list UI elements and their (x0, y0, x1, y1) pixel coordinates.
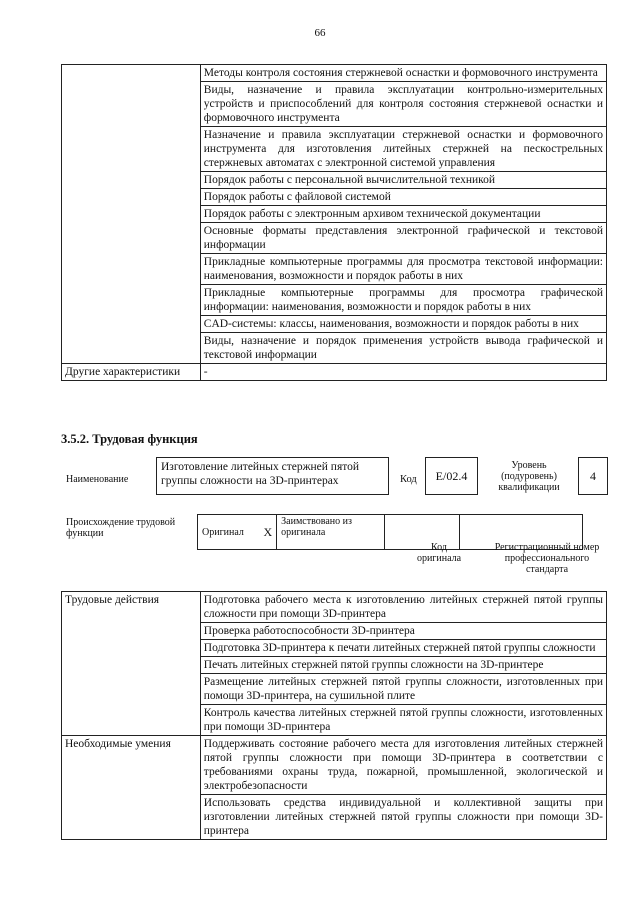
table-row: Проверка работоспособности 3D-принтера (200, 623, 606, 640)
knowledge-table (61, 64, 607, 381)
table-row: CAD-системы: классы, наименования, возможности и порядок работы в них (200, 316, 606, 333)
other-characteristics-label: Другие характеристики (62, 364, 201, 381)
original-mark: X (260, 515, 277, 550)
required-skills-label: Необходимые умения (62, 736, 201, 840)
work-function-table (61, 591, 607, 840)
table-row: Подготовка 3D-принтера к печати литейных стержней пятой группы сложности (200, 640, 606, 657)
function-name-box: Изготовление литейных стержней пятой группы сложности на 3D-принтерах (156, 457, 389, 495)
other-characteristics-value: - (200, 364, 606, 381)
original-label: Оригинал (198, 515, 260, 550)
code-caption: Код оригинала (416, 542, 462, 564)
table-row: Прикладные компьютерные программы для просмотра текстовой информации: наименования, возможности и порядок работы в них (200, 254, 606, 285)
table-row: Использовать средства индивидуальной и коллективной защиты при изготовлении литейных стержней пятой группы сложности при помощи 3D-принтера (200, 795, 606, 840)
code-label: Код (400, 474, 417, 485)
function-code-box: E/02.4 (425, 457, 478, 495)
table-row: Контроль качества литейных стержней пятой группы сложности, изготовленных при помощи 3D-принтера (200, 705, 606, 736)
page-number: 66 (314, 27, 326, 39)
work-actions-label: Трудовые действия (62, 592, 201, 736)
table-row: Порядок работы с персональной вычислительной техникой (200, 172, 606, 189)
table-row: Поддерживать состояние рабочего места для изготовления литейных стержней пятой группы сложности при помощи 3D-принтера в соответствии с требованиями охраны труда, пожарной, промышленной, экологической и электробезопасности (200, 736, 606, 795)
table-row: Печать литейных стержней пятой группы сложности на 3D-принтере (200, 657, 606, 674)
borrowed-label: Заимствовано из оригинала (277, 515, 385, 550)
table-row: Виды, назначение и правила эксплуатации контрольно-измерительных устройств и приспособлений для контроля состояния стержневой оснастки и формовочного инструмента (200, 82, 606, 127)
name-label: Наименование (66, 474, 129, 485)
table-row: Размещение литейных стержней пятой группы сложности, изготовленных при помощи 3D-принтера, на сушильной плите (200, 674, 606, 705)
table-row: Порядок работы с файловой системой (200, 189, 606, 206)
table-row: Назначение и правила эксплуатации стержневой оснастки и формовочного инструмента для изготовления литейных стержней на пескострельных стержневых автоматах с электронной системой управления (200, 127, 606, 172)
table-row: Методы контроля состояния стержневой оснастки и формовочного инструмента (200, 65, 606, 82)
level-label: Уровень (подуровень) квалификации (498, 460, 560, 493)
knowledge-label-cell (62, 65, 201, 364)
table-row: Основные форматы представления электронной графической и текстовой информации (200, 223, 606, 254)
registration-caption: Регистрационный номер профессионального стандарта (494, 542, 600, 575)
level-value-box: 4 (578, 457, 608, 495)
table-row: Подготовка рабочего места к изготовлению литейных стержней пятой группы сложности при помощи 3D-принтера (200, 592, 606, 623)
section-title: 3.5.2. Трудовая функция (61, 432, 198, 446)
origin-label: Происхождение трудовой функции (66, 517, 176, 539)
table-row: Порядок работы с электронным архивом технической документации (200, 206, 606, 223)
table-row: Прикладные компьютерные программы для просмотра графической информации: наименования, возможности и порядок работы в них (200, 285, 606, 316)
table-row: Виды, назначение и порядок применения устройств вывода графической и текстовой информации (200, 333, 606, 364)
